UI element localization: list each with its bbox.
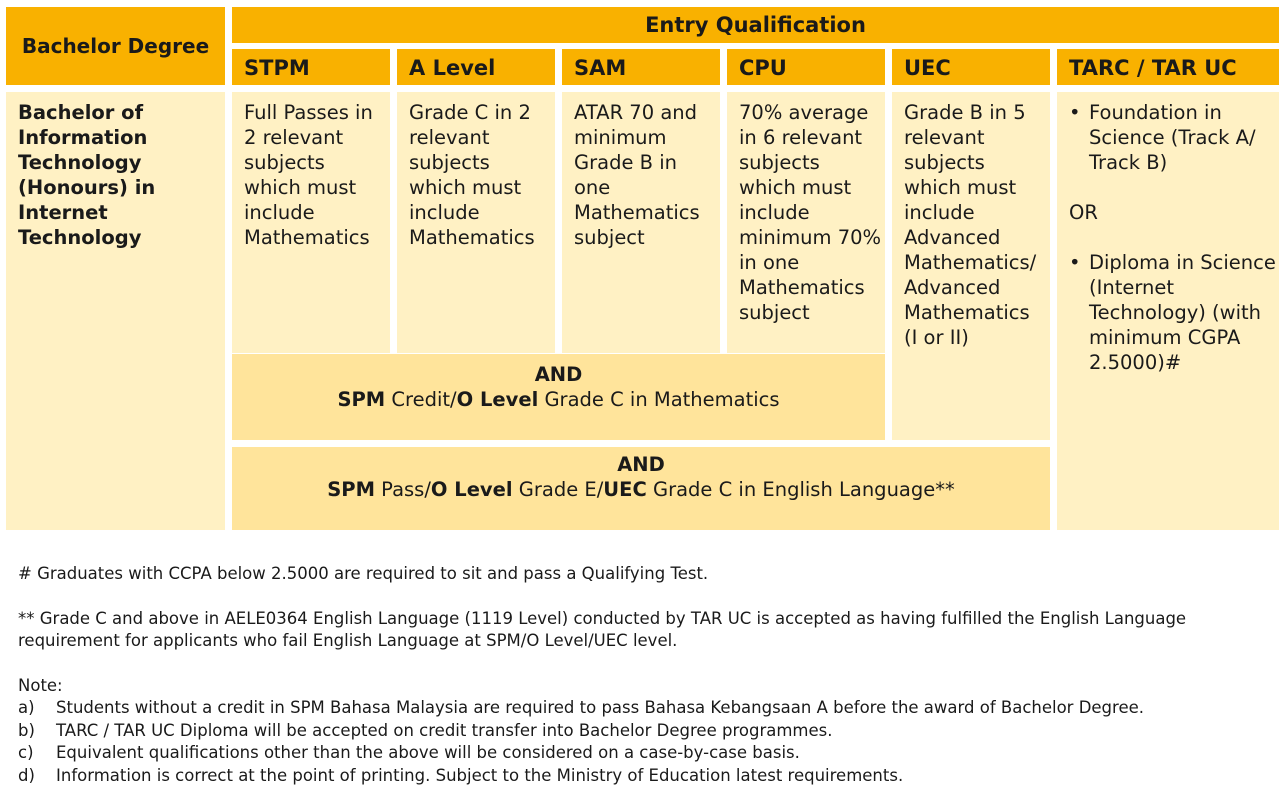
tarc-header: TARC / TAR UC: [1057, 49, 1279, 85]
stpm-requirement: Full Passes in 2 relevant subjects which must include Mathematics: [232, 92, 390, 353]
list-item: • Diploma in Science (Internet Technology) (with minimum CGPA 2.5000)#: [1069, 250, 1279, 375]
and-label: AND: [534, 363, 583, 386]
and-label: AND: [617, 453, 665, 476]
tarc-bullet-list-1: [1069, 100, 1279, 175]
a-level-requirement: Grade C in 2 relevant subjects which must include Mathematics: [397, 92, 555, 353]
cpu-requirement: 70% average in 6 relevant subjects which must include minimum 70% in one Mathematics subject: [727, 92, 885, 353]
stpm-header: STPM: [232, 49, 390, 85]
sam-header: SAM: [562, 49, 720, 85]
degree-name: Bachelor of Information Technology (Honours) in Internet Technology: [6, 92, 225, 530]
star-footnote-line1: ** Grade C and above in AELE0364 English Language (1119 Level) conducted by TAR UC is accepted as having fulfilled the English Language: [18, 608, 1187, 628]
note-label: Note:: [18, 675, 63, 695]
list-item: • Foundation in Science (Track A/ Track B): [1069, 100, 1279, 175]
uec-header: UEC: [892, 49, 1050, 85]
entry-qualification-header: Entry Qualification: [232, 7, 1279, 43]
bachelor-degree-header: Bachelor Degree: [6, 7, 225, 85]
cpu-header: CPU: [727, 49, 885, 85]
and-english-box: AND SPM Pass/O Level Grade E/UEC Grade C in English Language**: [232, 447, 1050, 530]
a-level-header: A Level: [397, 49, 555, 85]
tarc-requirement: [1057, 92, 1279, 530]
and-mathematics-box: AND SPM Credit/O Level Grade C in Mathematics: [232, 354, 885, 440]
list-item: b) TARC / TAR UC Diploma will be accepted on credit transfer into Bachelor Degree programmes.: [18, 720, 833, 740]
tarc-or-label: OR: [1069, 201, 1098, 224]
uec-requirement: Grade B in 5 relevant subjects which must include Advanced Mathematics/ Advanced Mathematics (I or II): [892, 92, 1050, 440]
list-item: c) Equivalent qualifications other than the above will be considered on a case-by-case basis.: [18, 743, 800, 762]
tarc-bullet-list-2: [1069, 250, 1279, 375]
sam-requirement: ATAR 70 and minimum Grade B in one Mathematics subject: [562, 92, 720, 353]
list-item: a) Students without a credit in SPM Bahasa Malaysia are required to pass Bahasa Kebangsaan A before the award of Bachelor Degree.: [18, 698, 1145, 717]
star-footnote-line2: requirement for applicants who fail English Language at SPM/O Level/UEC level.: [18, 631, 678, 650]
list-item: d) Information is correct at the point of printing. Subject to the Ministry of Education latest requirements.: [18, 765, 904, 785]
hash-footnote: # Graduates with CCPA below 2.5000 are required to sit and pass a Qualifying Test.: [18, 564, 709, 583]
footnotes: [18, 563, 1186, 787]
note-list: [18, 697, 1186, 787]
